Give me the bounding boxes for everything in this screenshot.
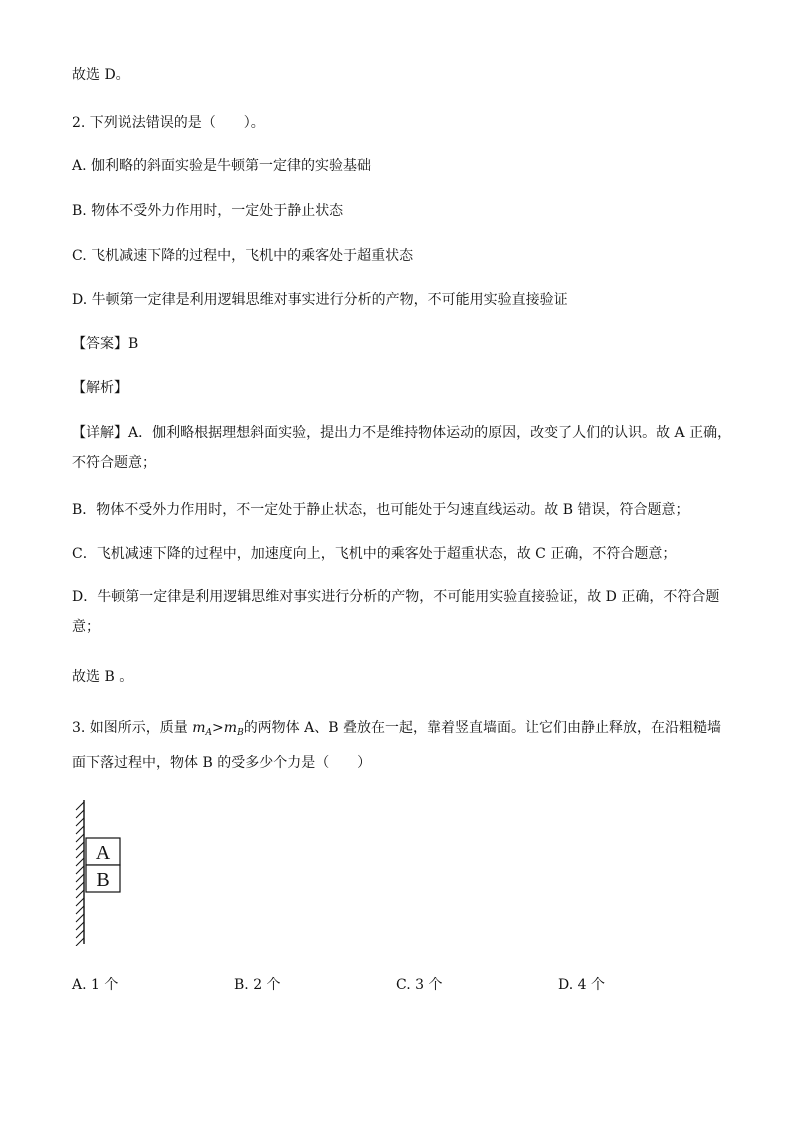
- q2-detail-b: B．物体不受外力作用时，不一定处于静止状态，也可能处于匀速直线运动。故 B 错误，符合题意；: [72, 502, 690, 518]
- mass-symbol-a: m: [192, 720, 206, 736]
- mass-subscript-a: A: [205, 728, 213, 738]
- wall-blocks-figure: [70, 798, 140, 946]
- q3-option-c: C. 3 个: [396, 977, 443, 993]
- q2-detail-c: C．飞机减速下降的过程中，加速度向上，飞机中的乘客处于超重状态，故 C 正确，不符合题意；: [72, 546, 677, 562]
- q2-option-d: D. 牛顿第一定律是利用逻辑思维对事实进行分析的产物，不可能用实验直接验证: [72, 292, 568, 308]
- q3-stem-pre: 3. 如图所示，质量: [72, 720, 193, 736]
- q2-stem: 2. 下列说法错误的是（ ）。: [72, 115, 265, 131]
- q3-option-a: A. 1 个: [72, 977, 119, 993]
- q2-option-c: C. 飞机减速下降的过程中，飞机中的乘客处于超重状态: [72, 248, 414, 264]
- block-a-label: A: [95, 842, 111, 864]
- q2-option-b: B. 物体不受外力作用时，一定处于静止状态: [72, 203, 344, 219]
- q2-answer: [72, 334, 734, 354]
- mass-symbol-b: m: [223, 720, 238, 736]
- mass-subscript-b: B: [237, 728, 244, 738]
- block-b-label: B: [96, 869, 110, 891]
- greater-than: >: [212, 720, 224, 736]
- q3-option-d: D. 4 个: [558, 977, 605, 993]
- q2-detail-a: 【详解】A．伽利略根据理想斜面实验，提出力不是维持物体运动的原因，改变了人们的认识。故 A 正确，不符合题意；: [72, 425, 732, 471]
- answer-label: 【答案】: [72, 336, 128, 352]
- q2-detail-d: D．牛顿第一定律是利用逻辑思维对事实进行分析的产物，不可能用实验直接验证，故 D 正确，不符合题意；: [72, 589, 720, 635]
- q2-option-a: A. 伽利略的斜面实验是牛顿第一定律的实验基础: [72, 158, 372, 174]
- q3-stem-post: 的两物体 A、B 叠放在一起，靠着竖直墙面。让它们由静止释放，在沿粗糙墙面下落过程中，物体 B 的受多少个力是（ ）: [72, 720, 721, 771]
- q3-stem: [72, 713, 734, 778]
- wall-hatching: [76, 802, 84, 946]
- q2-conclusion: 故选 B 。: [72, 669, 134, 685]
- prev-conclusion: 故选 D。: [72, 67, 130, 83]
- q2-analysis-label: 【解析】: [72, 380, 128, 396]
- wall-blocks-diagram: [70, 798, 140, 946]
- answer-value: B: [128, 336, 139, 352]
- q3-option-b: B. 2 个: [234, 977, 281, 993]
